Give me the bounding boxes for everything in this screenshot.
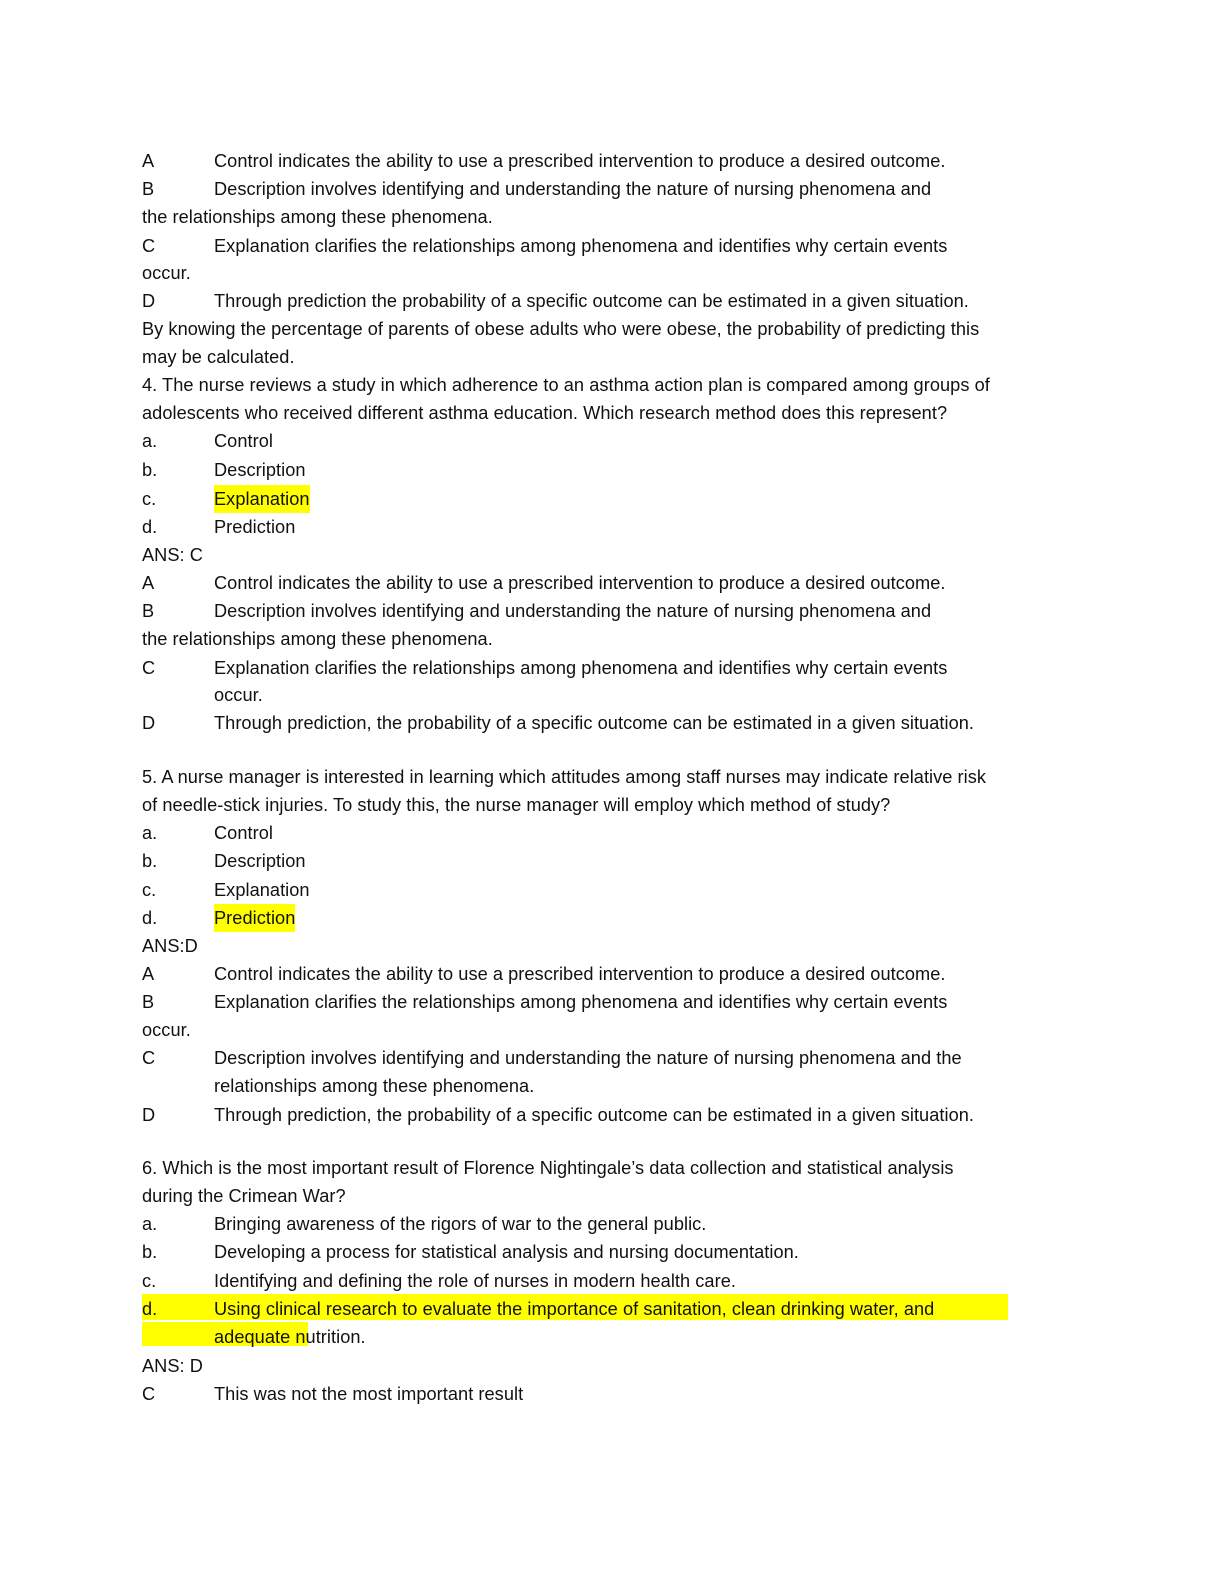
question-4-stem-line1: 4. The nurse reviews a study in which adherence to an asthma action plan is compared among groups of [142,375,990,395]
q4-answer: ANS: C [142,545,203,565]
q4-rationale-text-b-cont: the relationships among these phenomena. [142,629,493,649]
q5-rationale-label-a: A [142,964,155,984]
q6-option-d-cont [214,1323,366,1351]
q4-rationale-text-c-cont: occur. [214,685,263,705]
q6-option-d-cont-rest: utrition. [305,1327,366,1347]
q4-option-c-label: c. [142,489,157,509]
rationale-text-d-cont2: may be calculated. [142,347,295,367]
q4-rationale-label-d: D [142,713,156,733]
q4-rationale-label-c: C [142,658,156,678]
q4-option-d-label: d. [142,517,158,537]
q5-option-a-label: a. [142,823,158,843]
q4-rationale-text-c: Explanation clarifies the relationships among phenomena and identifies why certain events [214,658,948,678]
q5-rationale-text-c-cont: relationships among these phenomena. [214,1076,535,1096]
q4-option-a-text: Control [214,431,273,451]
q5-option-b-text: Description [214,851,306,871]
question-6-stem-line2: during the Crimean War? [142,1186,346,1206]
rationale-label-d: D [142,291,156,311]
q5-option-c-text: Explanation [214,880,310,900]
rationale-text-c-cont: occur. [142,263,191,283]
q4-rationale-text-a: Control indicates the ability to use a prescribed intervention to produce a desired outcome. [214,573,946,593]
q5-rationale-text-d: Through prediction, the probability of a specific outcome can be estimated in a given situation. [214,1105,975,1125]
q5-option-a-text: Control [214,823,273,843]
rationale-text-b: Description involves identifying and understanding the nature of nursing phenomena and [214,179,932,199]
q6-option-b-label: b. [142,1242,158,1262]
rationale-text-b-cont: the relationships among these phenomena. [142,207,493,227]
q5-rationale-text-a: Control indicates the ability to use a prescribed intervention to produce a desired outcome. [214,964,946,984]
q4-option-b-label: b. [142,460,158,480]
q4-option-d-text: Prediction [214,517,296,537]
q5-rationale-label-b: B [142,992,155,1012]
rationale-label-a: A [142,151,155,171]
rationale-text-d: Through prediction the probability of a specific outcome can be estimated in a given situation. [214,291,969,311]
rationale-label-c: C [142,236,156,256]
q4-rationale-label-b: B [142,601,155,621]
q5-rationale-text-c: Description involves identifying and understanding the nature of nursing phenomena and the [214,1048,962,1068]
rationale-text-a: Control indicates the ability to use a prescribed intervention to produce a desired outcome. [214,151,946,171]
q5-option-d-text-highlighted: Prediction [214,904,295,932]
q5-answer: ANS:D [142,936,198,956]
q6-answer: ANS: D [142,1356,203,1376]
q6-option-d-label: d. [142,1299,158,1319]
question-5-stem-line2: of needle-stick injuries. To study this, the nurse manager will employ which method of study? [142,795,891,815]
question-4-stem-line2: adolescents who received different asthma education. Which research method does this represent? [142,403,948,423]
q4-option-a-label: a. [142,431,158,451]
q5-option-c-label: c. [142,880,157,900]
q6-rationale-label-c: C [142,1384,156,1404]
q5-rationale-text-b-cont: occur. [142,1020,191,1040]
q6-option-d-text-highlighted: Using clinical research to evaluate the importance of sanitation, clean drinking water, and [214,1299,935,1319]
q6-option-c-label: c. [142,1271,157,1291]
rationale-text-c: Explanation clarifies the relationships among phenomena and identifies why certain events [214,236,948,256]
q6-option-c-text: Identifying and defining the role of nurses in modern health care. [214,1271,736,1291]
q4-option-b-text: Description [214,460,306,480]
rationale-text-d-cont1: By knowing the percentage of parents of obese adults who were obese, the probability of predicting this [142,319,980,339]
q4-rationale-label-a: A [142,573,155,593]
rationale-label-b: B [142,179,155,199]
q5-option-d-label: d. [142,908,158,928]
question-6-stem-line1: 6. Which is the most important result of Florence Nightingale’s data collection and statistical analysis [142,1158,954,1178]
q5-rationale-label-d: D [142,1105,156,1125]
q4-rationale-text-d: Through prediction, the probability of a specific outcome can be estimated in a given situation. [214,713,975,733]
q4-rationale-text-b: Description involves identifying and understanding the nature of nursing phenomena and [214,601,932,621]
q5-rationale-text-b: Explanation clarifies the relationships among phenomena and identifies why certain events [214,992,948,1012]
q5-rationale-label-c: C [142,1048,156,1068]
q5-option-b-label: b. [142,851,158,871]
q4-option-c-text-highlighted: Explanation [214,485,310,513]
q6-rationale-text-c: This was not the most important result [214,1384,524,1404]
q6-option-a-label: a. [142,1214,158,1234]
q6-option-a-text: Bringing awareness of the rigors of war to the general public. [214,1214,707,1234]
q6-option-d-cont-highlighted: adequate n [214,1327,306,1347]
q6-option-b-text: Developing a process for statistical analysis and nursing documentation. [214,1242,799,1262]
question-5-stem-line1: 5. A nurse manager is interested in learning which attitudes among staff nurses may indicate relative risk [142,767,987,787]
